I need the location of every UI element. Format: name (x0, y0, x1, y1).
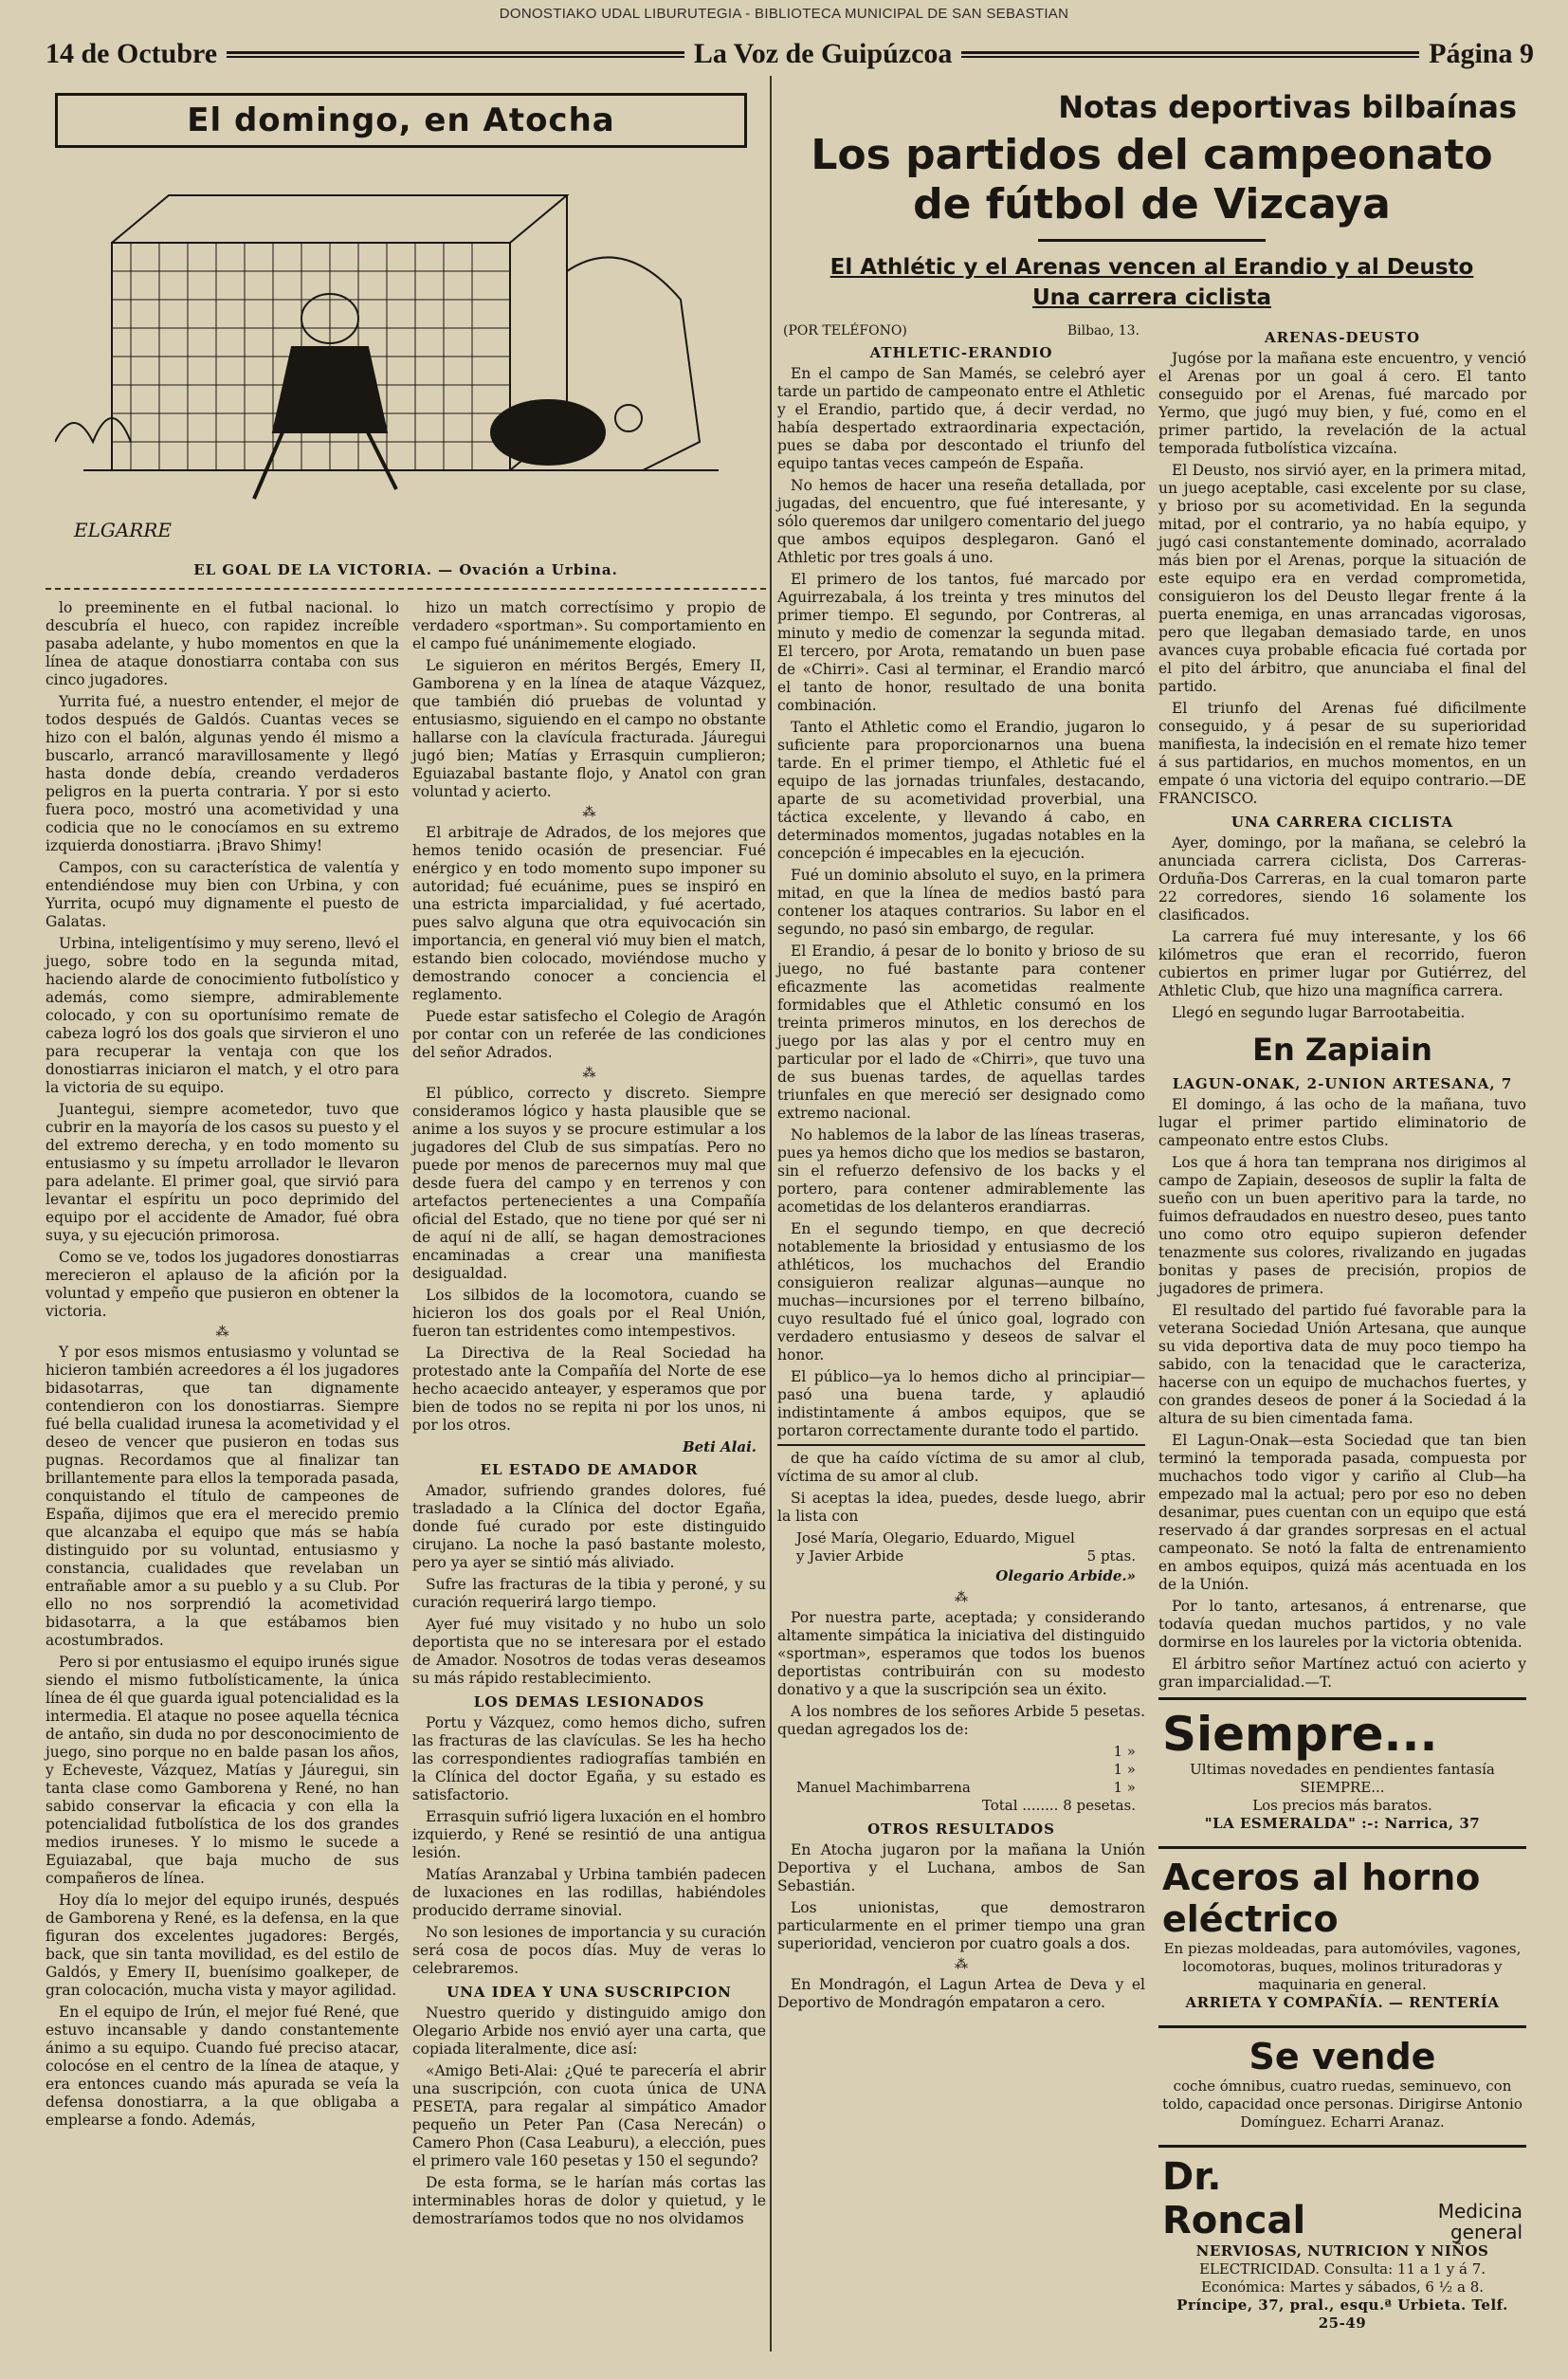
total-amount: Total ........ 8 pesetas. (981, 1797, 1136, 1814)
ad-line: Económica: Martes y sábados, 6 ½ a 8. (1200, 2278, 1485, 2296)
section-stars: ⁂ (215, 1325, 229, 1340)
paragraph: Yurrita fué, a nuestro entender, el mejor de todos después de Galdós. Cuantas veces se hizo con el balón, algunas yendo él mismo a buscarlo, arrancó maravillosamente y llegó hasta donde debía, creando verdaderos peligros en la puerta contraria. Y por si esto fuera poco, mostró una acometividad y una codicia que no le conocíamos en su extremo izquierda donostiarra. ¡Bravo Shimy! (46, 693, 399, 854)
paragraph: De esta forma, se le harían más cortas las interminables horas de dolor y quietud, y le demostraríamos todos que no nos olvidamos (412, 2174, 766, 2227)
ad-line: Los precios más baratos. (1252, 1797, 1432, 1814)
paragraph: Llegó en segundo lugar Barrootabeitia. (1172, 1004, 1466, 1021)
ad-shop: "LA ESMERALDA" :-: Narrica, 37 (1204, 1815, 1481, 1832)
page-number: Página 9 (1429, 38, 1534, 69)
atocha-article (46, 85, 766, 2342)
masthead (46, 38, 1534, 70)
ciclista-heading: UNA CARRERA CICLISTA (1231, 814, 1454, 831)
paragraph: El Erandio, á pesar de lo bonito y brioso de su juego, no fué bastante para contener eficazmente las acometidas realmente formidables que el Athletic consumó en los treinta primeros minutos, en los derechos de juego por las alas y por el centro muy en particular por el lado de «Chirri», que tuvo una de sus buenas tardes, de aquellas tardes triunfales en que mereció ser designado como extremo nacional. (777, 942, 1145, 1122)
paragraph: En el segundo tiempo, en que decreció notablemente la briosidad y entusiasmo de los athléticos, los muchachos del Erandio consiguieron realizar algunas—aunque no muchas—incursiones por el terreno bilbaíno, cuyo resultado fué el único goal, logrado con verdadero entusiasmo y deseos de salvar el honor. (777, 1220, 1145, 1363)
paragraph: Campos, con su característica de valentía y entendiéndose muy bien con Urbina, y con Yurrita, ocupó muy dignamente el puesto de Galatas. (46, 859, 399, 930)
paragraph: El público, correcto y discreto. Siempre consideramos lógico y hasta plausible que se anime a los suyos y se procure estimular a los jugadores del Club de sus simpatías. Pero no puede por menos de parecernos muy mal que desde fuera del campo y en terrenos y con artefactos pertenecientes a una Compañía oficial del Estado, que no tiene por qué ser ni de aquí ni de allí, se hagan demostraciones encaminadas a crear una manifiesta desigualdad. (412, 1085, 766, 1282)
paragraph: Pero si por entusiasmo el equipo irunés sigue siendo el mismo futbolísticamente, la única línea de él que guarda igual potencialidad es la intermedia. El ataque no posee aquella técnica de antaño, sin duda no por desconocimiento de juego, sino porque no en balde pasan los años, y Echeveste, Vázquez, Matías y Jáuregui, sin tanta clase como Gamborena y René, no han sabido conservar la eficacia y con ella la potencialidad futbolística de los dos grandes medios iruneses. Y lo mismo le sucede a Eguiazabal, que baja mucho de sus compañeros de línea. (46, 1654, 399, 1887)
paragraph: En Mondragón, el Lagun Artea de Deva y el Deportivo de Mondragón empataron a cero. (777, 1976, 1145, 2011)
sub-headline-2: Una carrera ciclista (1031, 285, 1271, 310)
paragraph: Los unionistas, que demostraron particularmente en el primer tiempo una gran superioridad, vencieron por cuatro goals a dos. (777, 1899, 1145, 1952)
byline-source: (POR TELÉFONO) (783, 323, 907, 339)
paragraph: Ayer fué muy visitado y no hubo un solo deportista que no se interesara por el estado de Amador. Nosotros de todas veras deseamos su más rápido restablecimiento. (412, 1616, 766, 1687)
divider (777, 1444, 1145, 1446)
zapiain-heading: En Zapiain (1252, 1032, 1432, 1068)
paragraph: El domingo, á las ocho de la mañana, tuvo lugar el primer partido eliminatorio de campeonato entre estos Clubs. (1158, 1096, 1526, 1149)
artist-signature: ELGARRE (74, 519, 173, 541)
ad-line (1162, 1994, 1522, 2012)
paragraph: Errasquin sufrió ligera luxación en el hombro izquierdo, y René se resintió de una antigua lesión. (412, 1808, 766, 1861)
otros-heading: OTROS RESULTADOS (867, 1821, 1055, 1838)
football-ball (615, 405, 642, 431)
atocha-body (46, 599, 766, 2232)
section-stars: ⁂ (582, 1066, 596, 1081)
bilbao-col-2 (1158, 323, 1526, 2340)
library-banner: DONOSTIAKO UDAL LIBURUTEGIA - BIBLIOTECA MUNICIPAL DE SAN SEBASTIAN (499, 6, 1069, 22)
athletic-heading: ATHLETIC-ERANDIO (869, 344, 1053, 361)
paragraph: Por lo tanto, artesanos, á entrenarse, que todavía quedan muchos partidos, y no vale dormirse en los laureles por la victoria obtenida. (1158, 1598, 1526, 1651)
letter-signature: Olegario Arbide.» (995, 1567, 1136, 1584)
ad-roncal-header (1162, 2155, 1522, 2242)
goal-sketch (55, 157, 757, 556)
ad-line: ELECTRICIDAD. Consulta: 11 a 1 y á 7. (1198, 2260, 1486, 2278)
paragraph: Portu y Vázquez, como hemos dicho, sufren las fracturas de las clavículas. Se les ha hecho las correspondientes radiografías también en la Clínica del doctor Egaña, y su estado es satisfactorio. (412, 1714, 766, 1803)
paragraph: El Lagun-Onak—esta Sociedad que tan bien terminó la temporada pasada, compuesta por muchachos todo vigor y cariño al Club—ha empezado mal la actual; pero por eso no deben desanimar, pues cuentan con un equipo que está reservado á dar grandes sorpresas en el actual campeonato. Se notó la falta de entrenamiento en ambos equipos, quizá más acentuada en los de la Unión. (1158, 1432, 1526, 1593)
masthead-rule-right (961, 51, 1419, 58)
paragraph: No hemos de hacer una reseña detallada, por jugadas, del encuentro, que fué interesante, y sólo queremos dar unilgero comentario del juego que ambos equipos desplegaron. Ganó el Athletic por tres goals á uno. (777, 477, 1145, 566)
goal-illustration (55, 157, 757, 556)
paragraph: El Deusto, nos sirvió ayer, en la primera mitad, un juego aceptable, casi excelente por su clase, y brioso por su acometividad. En la segunda mitad, por el contrario, ya no había equipo, y jugó casi constantemente dominado, acorralado más bien por el Arenas, porque la situación de este equipo era en verdad comprometida, consiguieron los del Deusto llegar frente á la puerta enemiga, en unas arrancadas vigorosas, pero que llegaban demasiado tarde, en unos avances cuya probable eficacia fué cortada por el pito del árbitro, que anunciaba el final del partido. (1158, 462, 1526, 695)
ad-siempre (1158, 1697, 1526, 1840)
paragraph: El resultado del partido fué favorable para la veterana Sociedad Unión Artesana, que aunque su vida deportiva data de muy poco tiempo ha sabido, con la tenacidad que le caracteriza, hacerse con un equipo de muchachos fuertes, y con grandes deseos de poner á la Sociedad á la altura de su bien cimentada fama. (1158, 1302, 1526, 1427)
paragraph: No hablemos de la labor de las líneas traseras, pues ya hemos dicho que los medios se bastaron, sin el refuerzo defensivo de los backs y el portero, para contener admirablemente las acometidas de los delanteros erandiarras. (777, 1126, 1145, 1216)
ad-specialties: NERVIOSAS, NUTRICION Y NIÑOS (1195, 2242, 1489, 2260)
column-divider (770, 76, 772, 2352)
names-line-2 (777, 1547, 1145, 1565)
lesionados-heading: LOS DEMAS LESIONADOS (473, 1693, 705, 1711)
section-stars: ⁂ (955, 1957, 968, 1972)
crowd-left (55, 418, 131, 442)
paragraph: Ayer, domingo, por la mañana, se celebró la anunciada carrera ciclista, Dos Carreras-Orduña-Dos Carreras, en la cual tomaron parte 22 corredores, siendo 16 solamente los clasificados. (1158, 834, 1526, 924)
paragraph: Hoy día lo mejor del equipo irunés, después de Gamborena y René, es la defensa, en la que figuran dos excelentes jugadores: Bergés, back, que sin tanta movilidad, es del estilo de Galdós, y Emery II, buenísimo goalkeper, de gran colocación, mucha vista y mayor agilidad. (46, 1892, 399, 1999)
bilbao-body (777, 323, 1526, 2340)
paragraph: Los que á hora tan temprana nos dirigimos al campo de Zapiain, deseosos de suplir la falta de sueño con un buen aperitivo para la tarde, no fuimos defraudados en nuestro deseo, pues tanto uno como otro equipo supieron defender tenazmente sus colores, rivalizando en jugadas bonitas y pases de precisión, propios de jugadores de primera. (1158, 1154, 1526, 1297)
ad-aceros-title: Aceros al horno eléctrico (1162, 1857, 1481, 1940)
ad-line (1162, 2242, 1522, 2260)
atocha-col-2 (412, 599, 766, 2232)
table-row (777, 1761, 1145, 1779)
ad-roncal-spec: Medicina general (1437, 2200, 1522, 2243)
paragraph: Puede estar satisfecho el Colegio de Aragón por contar con un referée de las condiciones del señor Adrados. (412, 1008, 766, 1061)
headline-rule (1038, 239, 1266, 242)
table-row (777, 1743, 1145, 1761)
newspaper-name: La Voz de Guipúzcoa (693, 38, 953, 69)
names-amount: 5 ptas. (1086, 1547, 1136, 1565)
author-signature: Beti Alai. (682, 1438, 757, 1455)
paragraph: El triunfo del Arenas fué dificilmente conseguido, y á pesar de su superioridad manifiesta, la indecisión en el remate hizo temer á sus partidarios, en muchos momentos, en un empate ó una victoria del equipo contrario.—DE FRANCISCO. (1158, 700, 1526, 807)
main-headline: Los partidos del campeonato de fútbol de Vizcaya (811, 131, 1493, 229)
ad-roncal (1158, 2145, 1526, 2340)
paragraph: Como se ve, todos los jugadores donostiarras merecieron el aplauso de la afición por la voluntad y empeño que pusieron en obtener la victoria. (46, 1249, 399, 1320)
paragraph: «Amigo Beti-Alai: ¿Qué te parecería el abrir una suscripción, con cuota única de UNA PESETA, para regalar al simpático Amador pequeño un Peter Pan (Casa Nerecán) o Camero Phon (Casa Leaburu), a elección, pues el primero vale 160 pesetas y 150 el segundo? (412, 2062, 766, 2169)
paragraph: Y por esos mismos entusiasmo y voluntad se hicieron también acreedores a él los jugadores bidasotarras, que tan dignamente contendieron con los donostiarras. Siempre fué bella cualidad irunesa la acometividad y el deseo de vencer que pusieron en todas sus pugnas. Recordamos que al finalizar tan brillantemente para ellos la temporada pasada, conquistando el título de campeones de España, dijimos que era el merecido premio que alcanzaba el equipo que más se había distinguido por su voluntad, entusiasmo y constancia, cualidades que revelaban un entrañable amor a su pueblo y a su Club. Por ello no nos sorprendió la acometividad bidasotarra, a la que estábamos bien acostumbrados. (46, 1344, 399, 1649)
paragraph: La Directiva de la Real Sociedad ha protestado ante la Compañía del Norte de ese hecho acaecido anteayer, y esperamos que por bien de todos no se repita ni por los unos, ni por los otros. (412, 1345, 766, 1434)
atocha-col-1 (46, 599, 399, 2232)
byline-place: Bilbao, 13. (1067, 323, 1140, 339)
row-amount: 1 » (1113, 1779, 1136, 1796)
paragraph: En Atocha jugaron por la mañana la Unión Deportiva y el Luchana, ambos de San Sebastián. (777, 1841, 1145, 1894)
names-text: José María, Olegario, Eduardo, Miguel (796, 1529, 1075, 1546)
ad-line (1162, 2297, 1522, 2333)
ad-line: coche ómnibus, cuatro ruedas, seminuevo, con toldo, capacidad once personas. Dirigirse Antonio Domínguez. Echarri Aranaz. (1162, 2077, 1522, 2131)
paragraph: El primero de los tantos, fué marcado por Aguirrezabala, á los treinta y tres minutos del primer tiempo. El segundo, por Contreras, al minuto y medio de comenzar la segunda mitad. El tercero, por Arota, rematando un buen pase de «Chirri». Casi al terminar, el Erandio marcó el tanto de honor, resultado de una bonita combinación. (777, 571, 1145, 714)
paragraph: Urbina, inteligentísimo y muy sereno, llevó el juego, sobre todo en la segunda mitad, haciendo alarde de conocimiento futbolístico y además, como siempre, admirablemente colocado, y con su oportunísimo remate de cabeza logró los dos goals que sirvieron el uno para recuperar la ventaja con que los donostiarras iniciaron el match, y el otro para la victoria de su equipo. (46, 935, 399, 1096)
paragraph: lo preeminente en el futbal nacional. lo descubría el hueco, con rapidez increíble pasaba adelante, y hubo momentos en que la línea de ataque donostiarra contaba con sus cinco jugadores. (46, 599, 399, 688)
illustration-caption: EL GOAL DE LA VICTORIA. — Ovación a Urbina. (46, 561, 766, 590)
dateline (783, 323, 1140, 339)
paragraph: Juantegui, siempre acometedor, tuvo que cubrir en la mayoría de los casos su puesto y el del extremo derecha, y en todo momento su entusiasmo y su ímpetu arrollador le llevaron para adelante. El primer goal, que sirvió para levantar el espíritu un poco deprimido del equipo por el accidente de Amador, fué obra suya, y su ejecución primorosa. (46, 1101, 399, 1244)
paragraph: No son lesiones de importancia y su curación será cosa de pocos días. Muy de veras lo celebraremos. (412, 1924, 766, 1977)
paragraph: Amador, sufriendo grandes dolores, fué trasladado a la Clínica del doctor Egaña, donde fué curado por este distinguido cirujano. La noche la pasó bastante molesto, pero ya ayer se sintió más aliviado. (412, 1482, 766, 1571)
ad-address: Príncipe, 37, pral., esqu.ª Urbieta. Telf. 25-49 (1176, 2297, 1508, 2332)
idea-heading: UNA IDEA Y UNA SUSCRIPCION (447, 1984, 732, 2001)
paragraph: Nuestro querido y distinguido amigo don Olegario Arbide nos envió ayer una carta, que copiada literalmente, dice así: (412, 2004, 766, 2058)
ad-siempre-title: Siempre... (1162, 1707, 1438, 1762)
bilbao-article (777, 85, 1526, 2342)
section-kicker: Notas deportivas bilbaínas (1058, 89, 1517, 125)
bilbao-col-1 (777, 323, 1145, 2340)
paragraph: Matías Aranzabal y Urbina también padecen de luxaciones en las rodillas, habiéndoles producido derrame sinovial. (412, 1866, 766, 1919)
table-row (777, 1779, 1145, 1797)
ad-vende (1158, 2025, 1526, 2139)
ad-company: ARRIETA Y COMPAÑÍA. — RENTERÍA (1185, 1994, 1500, 2011)
paragraph: El arbitraje de Adrados, de los mejores que hemos tenido ocasión de presenciar. Fué enérgico y en todo momento supo imponer su autoridad; fué ecuánime, pues se inspiró en una estricta imparcialidad, y fué acertado, pues salvo alguna que otra equivocación sin importancia, en general vió muy bien el match, estando bien colocado, moviéndose mucho y demostrando conocer a conciencia el reglamento. (412, 824, 766, 1003)
issue-date: 14 de Octubre (46, 38, 218, 69)
paragraph: hizo un match correctísimo y propio de verdadero «sportman». Su comportamiento en el campo fué unánimemente elogiado. (412, 599, 766, 652)
paragraph: Tanto el Athletic como el Erandio, jugaron lo suficiente para proporcionarnos una buena tarde. En el primer tiempo, el Athletic fué el equipo de las jornadas triunfales, destacando, aparte de su acometividad proverbial, una táctica excelente, y llevando á cabo, en determinados momentos, jugadas notables en la concepción é impecables en la ejecución. (777, 719, 1145, 862)
paragraph: Fué un dominio absoluto el suyo, en la primera mitad, en que la línea de medios bastó para contener los ataques contrarios. Su labor en el segundo, no pasó sin embargo, de regular. (777, 867, 1145, 938)
section-stars: ⁂ (955, 1590, 968, 1605)
paragraph: Jugóse por la mañana este encuentro, y venció el Arenas por un goal á cero. El tanto conseguido por el Arenas, fué marcado por Yermo, que jugó muy bien, y fué, como en el primer partido, la revelación de la actual temporada futbolística vizcaína. (1158, 350, 1526, 457)
paragraph: Si aceptas la idea, puedes, desde luego, abrir la lista con (777, 1490, 1145, 1525)
names-line (777, 1529, 1145, 1547)
estado-heading: EL ESTADO DE AMADOR (480, 1461, 699, 1478)
ad-roncal-title: Dr. Roncal (1162, 2155, 1306, 2242)
names-text: y Javier Arbide (796, 1547, 904, 1565)
paragraph: A los nombres de los señores Arbide 5 pesetas. quedan agregados los de: (777, 1703, 1145, 1738)
ad-line (1162, 1815, 1522, 1833)
paragraph: Sufre las fracturas de la tibia y peroné, y su curación requerirá largo tiempo. (412, 1576, 766, 1611)
paragraph: La carrera fué muy interesante, y los 66 kilómetros que eran el recorrido, fueron cubiertos en primer lugar por Gutiérrez, del Athletic Club, que hizo una magnífica carrera. (1158, 928, 1526, 999)
paragraph: En el equipo de Irún, el mejor fué René, que estuvo incansable y dando constantemente ánimo a su equipo. Cuando fué preciso atacar, colocóse en el centro de la línea de ataque, y era entonces cuando más apurada se veía la defensa donostiarra, a la que obligaba a emplearse a fondo. Además, (46, 2004, 399, 2129)
paragraph: El árbitro señor Martínez actuó con acierto y gran imparcialidad.—T. (1158, 1656, 1526, 1691)
row-name: Manuel Machimbarrena (796, 1779, 971, 1796)
paragraph: de que ha caído víctima de su amor al club, víctima de su amor al club. (777, 1450, 1145, 1485)
ad-line: Ultimas novedades en pendientes fantasía SIEMPRE... (1190, 1761, 1495, 1796)
player-body (273, 347, 387, 432)
sub-headline: El Athlétic y el Arenas vencen al Erandio y al Deusto (830, 255, 1474, 280)
arenas-heading: ARENAS-DEUSTO (1264, 329, 1421, 346)
paragraph: Los silbidos de la locomotora, cuando se hicieron los dos goals por el Real Unión, fueron tan estridentes como intempestivos. (412, 1287, 766, 1340)
paragraph: Le siguieron en méritos Bergés, Emery II, Gamborena y en la línea de ataque Vázquez, que también dió pruebas de voluntad y entusiasmo, siguiendo en el campo no obstante hallarse con la clavícula fracturada. Jáuregui jugó bien; Matías y Errasquin cumplieron; Eguiazabal bastante flojo, y Anatol con gran voluntad y acierto. (412, 657, 766, 800)
paragraph: Por nuestra parte, aceptada; y considerando altamente simpática la iniciativa del distinguido «sportman», esperamos que todos los buenos deportistas contribuirán con su modesto donativo y a que la suscripción sea un éxito. (777, 1609, 1145, 1698)
row-amount: 1 » (1113, 1761, 1136, 1778)
atocha-title: El domingo, en Atocha (55, 93, 747, 148)
section-stars: ⁂ (582, 805, 596, 820)
goalkeeper-figure (491, 400, 605, 465)
ad-line: En piezas moldeadas, para automóviles, vagones, locomotoras, buques, molinos trituradoras y maquinaria en general. (1163, 1940, 1522, 1993)
total-row (777, 1797, 1145, 1815)
ad-vende-title: Se vende (1249, 2036, 1436, 2077)
paragraph: El público—ya lo hemos dicho al principiar—pasó una buena tarde, y aplaudió indistintamente á ambos equipos, que se portaron correctamente durante todo el partido. (777, 1368, 1145, 1439)
row-amount: 1 » (1113, 1743, 1136, 1760)
paragraph: En el campo de San Mamés, se celebró ayer tarde un partido de campeonato entre el Athletic y el Erandio, partido que, á decir verdad, no había despertado extraordinaria expectación, pues se daba por descontado el triunfo del equipo tantas veces campeón de España. (777, 365, 1145, 472)
ad-aceros (1158, 1846, 1526, 2020)
masthead-rule-left (227, 51, 684, 58)
zapiain-score: LAGUN-ONAK, 2-UNION ARTESANA, 7 (1172, 1075, 1513, 1092)
